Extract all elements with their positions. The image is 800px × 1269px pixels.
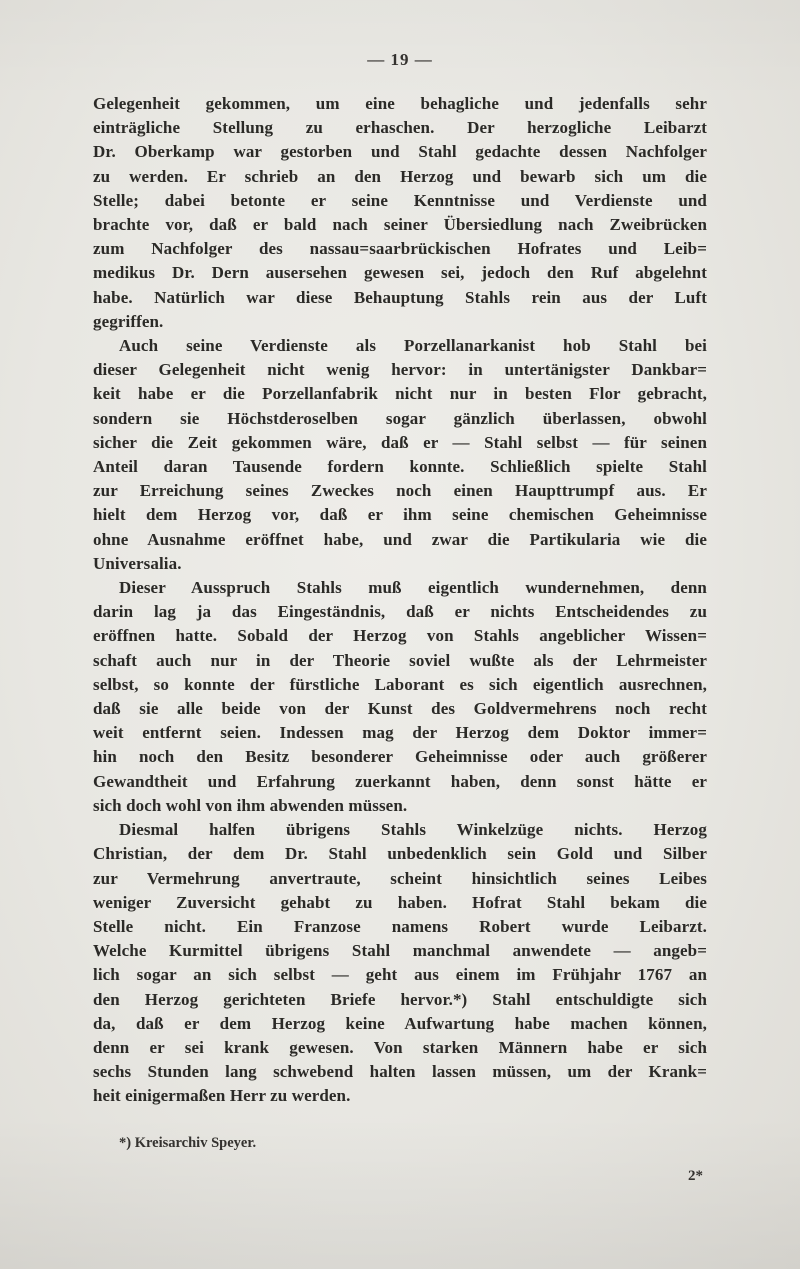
text-line: Stelle nicht. Ein Franzose namens Robert wurde Leibarzt. <box>93 916 707 936</box>
text-line: Stelle; dabei betonte er seine Kenntnisse und Verdienste und <box>93 190 707 210</box>
footnote: *) Kreisarchiv Speyer. <box>119 1134 257 1151</box>
text-line: da, daß er dem Herzog keine Aufwartung habe machen können, <box>93 1013 707 1033</box>
text-line: zur Vermehrung anvertraute, scheint hinsichtlich seines Leibes <box>93 868 707 888</box>
text-line: Diesmal halfen übrigens Stahls Winkelzüge nichts. Herzog <box>119 820 707 840</box>
text-line: sondern sie Höchstderoselben sogar gänzlich überlassen, obwohl <box>93 408 707 428</box>
text-line: darin lag ja das Eingeständnis, daß er nichts Entscheidendes zu <box>93 602 707 622</box>
text-line: Gewandtheit und Erfahrung zuerkannt haben, denn sonst hätte er <box>93 771 707 791</box>
text-line: medikus Dr. Dern ausersehen gewesen sei, jedoch den Ruf abgelehnt <box>93 263 707 283</box>
text-line: weniger Zuversicht gehabt zu haben. Hofrat Stahl bekam die <box>93 892 707 912</box>
text-line: daß sie alle beide von der Kunst des Goldvermehrens noch recht <box>93 699 707 719</box>
text-line: Dieser Ausspruch Stahls muß eigentlich wundernehmen, denn <box>119 578 707 598</box>
text-line: dieser Gelegenheit nicht wenig hervor: in untertänigster Dankbar= <box>93 360 707 380</box>
text-line: heit einigermaßen Herr zu werden. <box>93 1086 351 1106</box>
text-line: Gelegenheit gekommen, um eine behagliche und jedenfalls sehr <box>93 94 707 113</box>
text-line: Anteil daran Tausende fordern konnte. Schließlich spielte Stahl <box>93 457 707 477</box>
text-line: selbst, so konnte der fürstliche Laborant es sich eigentlich ausrechnen, <box>93 674 707 694</box>
paragraph <box>93 576 707 818</box>
text-line: Dr. Oberkamp war gestorben und Stahl gedachte dessen Nachfolger <box>93 142 707 162</box>
text-line: hin noch den Besitz besonderer Geheimnisse oder auch größerer <box>93 747 707 767</box>
text-line: Auch seine Verdienste als Porzellanarkanist hob Stahl bei <box>119 336 707 356</box>
text-line: schaft auch nur in der Theorie soviel wußte als der Lehrmeister <box>93 650 707 670</box>
text-line: weit entfernt seien. Indessen mag der Herzog dem Doktor immer= <box>93 723 707 743</box>
text-line: Universalia. <box>93 553 182 573</box>
text-line: zum Nachfolger des nassau=saarbrückischen Hofrates und Leib= <box>93 239 707 259</box>
text-line: ohne Ausnahme eröffnet habe, und zwar die Partikularia wie die <box>93 529 707 549</box>
text-line: gegriffen. <box>93 311 164 331</box>
text-line: zur Erreichung seines Zweckes noch einen Haupttrumpf aus. Er <box>93 481 707 501</box>
text-line: keit habe er die Porzellanfabrik nicht nur in besten Flor gebracht, <box>93 384 707 404</box>
text-line: Christian, der dem Dr. Stahl unbedenklich sein Gold und Silber <box>93 844 707 864</box>
printers-signature-mark: 2* <box>688 1167 703 1184</box>
text-line: brachte vor, daß er bald nach seiner Übersiedlung nach Zweibrücken <box>93 215 707 235</box>
paragraph <box>93 92 707 334</box>
paragraph <box>93 818 707 1108</box>
text-line: Welche Kurmittel übrigens Stahl manchmal anwendete — angeb= <box>93 941 707 961</box>
text-line: sicher die Zeit gekommen wäre, daß er — Stahl selbst — für seinen <box>93 432 707 452</box>
paragraph <box>93 334 707 576</box>
text-line: sich doch wohl von ihm abwenden müssen. <box>93 795 408 815</box>
text-line: hielt dem Herzog vor, daß er ihm seine chemischen Geheimnisse <box>93 505 707 525</box>
text-line: zu werden. Er schrieb an den Herzog und bewarb sich um die <box>93 166 707 186</box>
body-text <box>93 92 707 1109</box>
text-line: denn er sei krank gewesen. Von starken Männern habe er sich <box>93 1037 707 1057</box>
text-line: sechs Stunden lang schwebend halten lassen müssen, um der Krank= <box>93 1062 707 1082</box>
text-line: eröffnen hatte. Sobald der Herzog von Stahls angeblicher Wissen= <box>93 626 707 646</box>
text-line: den Herzog gerichteten Briefe hervor.*) Stahl entschuldigte sich <box>93 989 707 1009</box>
text-line: lich sogar an sich selbst — geht aus einem im Frühjahr 1767 an <box>93 965 707 985</box>
text-line: einträgliche Stellung zu erhaschen. Der herzogliche Leibarzt <box>93 118 707 138</box>
page-number: — 19 — <box>367 50 433 69</box>
text-line: habe. Natürlich war diese Behauptung Stahls rein aus der Luft <box>93 287 707 307</box>
